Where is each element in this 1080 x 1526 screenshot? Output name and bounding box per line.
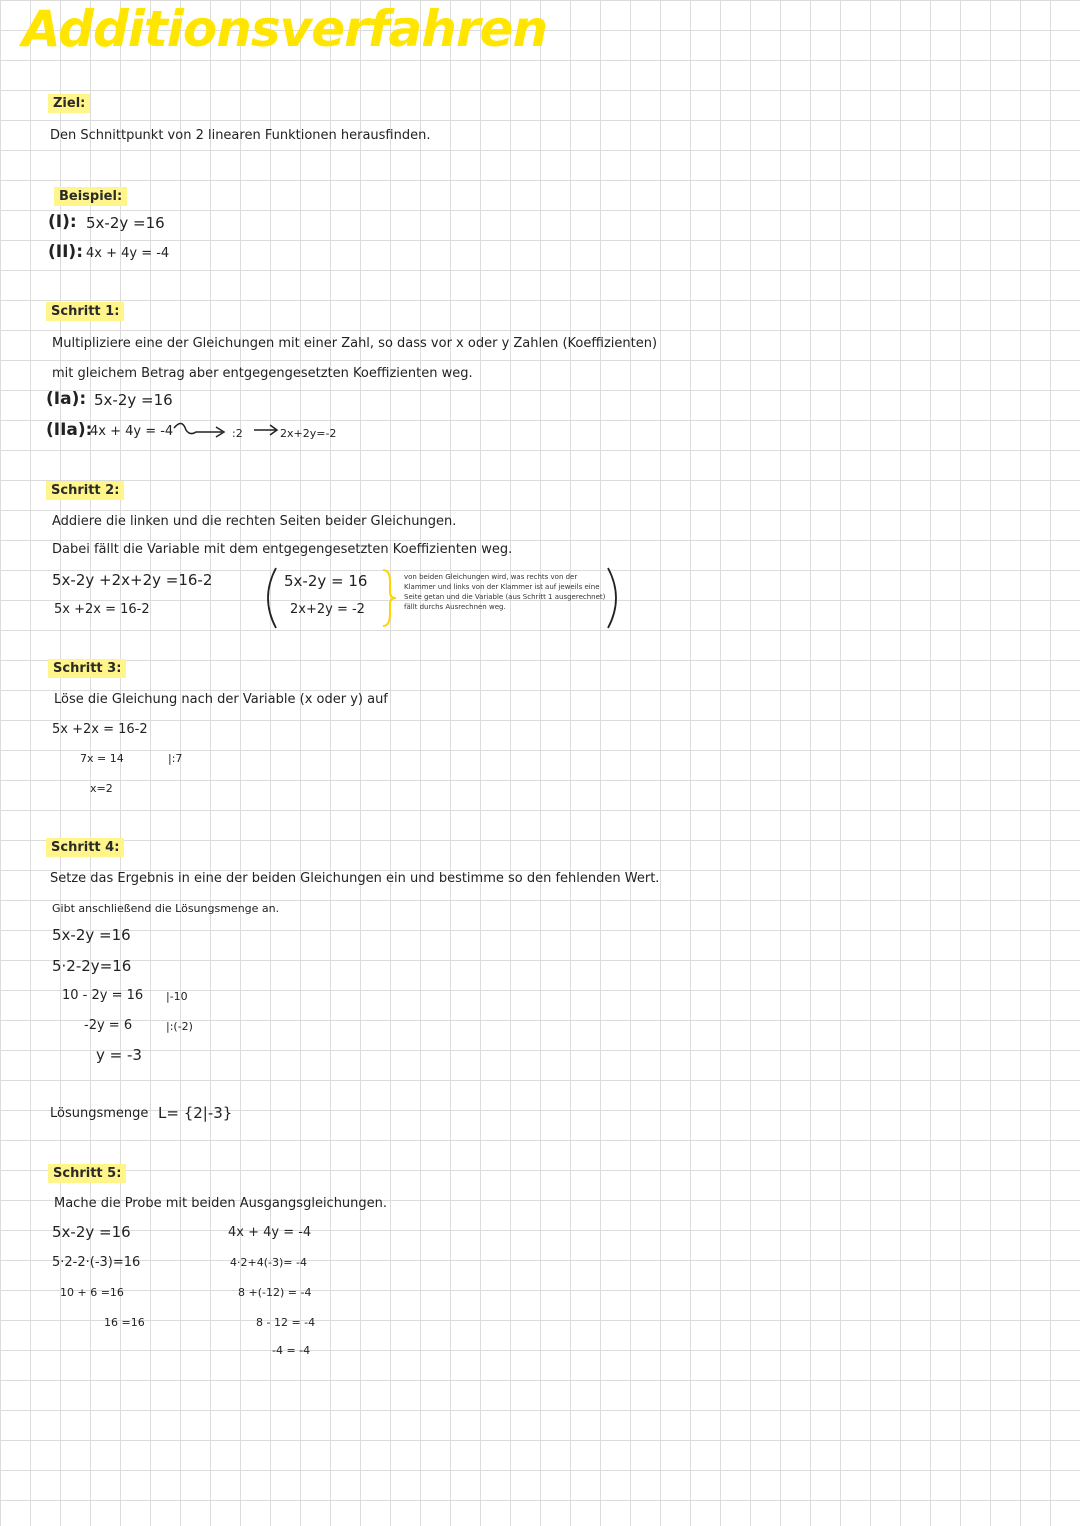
schritt2-calc1: 5x-2y +2x+2y =16-2 bbox=[52, 571, 213, 589]
schritt4-calc1: 5x-2y =16 bbox=[52, 926, 131, 944]
loesungsmenge-value: L= {2|-3} bbox=[158, 1104, 233, 1122]
schritt3-calc2-op: |:7 bbox=[168, 752, 183, 765]
schritt2-bracket-eq1: 5x-2y = 16 bbox=[284, 572, 368, 590]
left-bracket-icon bbox=[258, 566, 280, 630]
schritt2-bracket-eq2: 2x+2y = -2 bbox=[290, 602, 365, 617]
loesungsmenge-label: Lösungsmenge bbox=[50, 1106, 149, 1121]
probe-left-line: 5·2-2·(-3)=16 bbox=[52, 1255, 141, 1270]
probe-right-line: 8 +(-12) = -4 bbox=[238, 1286, 312, 1299]
schritt5-line1: Mache die Probe mit beiden Ausgangsgleichungen. bbox=[54, 1196, 388, 1211]
schritt2-label: Schritt 2: bbox=[46, 481, 124, 500]
schritt1-eq2: 4x + 4y = -4 bbox=[90, 424, 174, 439]
beispiel-eq1: 5x-2y =16 bbox=[86, 214, 165, 232]
beispiel-label: Beispiel: bbox=[54, 187, 127, 206]
schritt1-eq1: 5x-2y =16 bbox=[94, 391, 173, 409]
ziel-label: Ziel: bbox=[48, 94, 90, 113]
probe-left-line: 5x-2y =16 bbox=[52, 1223, 131, 1241]
schritt3-label: Schritt 3: bbox=[48, 659, 126, 678]
schritt1-label: Schritt 1: bbox=[46, 302, 124, 321]
schritt2-line2: Dabei fällt die Variable mit dem entgegengesetzten Koeffizienten weg. bbox=[52, 542, 513, 557]
schritt1-line1: Multipliziere eine der Gleichungen mit einer Zahl, so dass vor x oder y Zahlen (Koeffizienten) bbox=[52, 336, 658, 351]
schritt3-calc1: 5x +2x = 16-2 bbox=[52, 722, 148, 737]
schritt1-result: 2x+2y=-2 bbox=[280, 427, 337, 440]
schritt4-line1: Setze das Ergebnis in eine der beiden Gleichungen ein und bestimme so den fehlenden Wert. bbox=[50, 871, 660, 886]
schritt1-eq1-tag: (Ia): bbox=[46, 389, 87, 409]
schritt4-calc2: 5·2-2y=16 bbox=[52, 957, 132, 975]
probe-right-line: 4·2+4(-3)= -4 bbox=[230, 1256, 307, 1269]
schritt2-note: von beiden Gleichungen wird, was rechts von der Klammer und links von der Klammer ist auf jeweils eine Seite getan und die Variable (aus Schritt 1 ausgerechnet) fällt durchs Ausrechnen weg. bbox=[404, 573, 606, 611]
curved-arrow-icon bbox=[172, 420, 232, 440]
schritt4-label: Schritt 4: bbox=[46, 838, 124, 857]
schritt1-eq2-tag: (IIa): bbox=[46, 420, 93, 440]
arrow-right-icon bbox=[252, 422, 280, 438]
probe-right-line: 8 - 12 = -4 bbox=[256, 1316, 316, 1329]
probe-right-line: 4x + 4y = -4 bbox=[228, 1225, 312, 1240]
right-bracket-icon bbox=[604, 566, 626, 630]
schritt2-line1: Addiere die linken und die rechten Seiten beider Gleichungen. bbox=[52, 514, 457, 529]
schritt4-calc4: -2y = 6 bbox=[84, 1018, 133, 1033]
probe-left-line: 16 =16 bbox=[104, 1316, 145, 1329]
probe-right-line: -4 = -4 bbox=[272, 1344, 311, 1357]
schritt5-label: Schritt 5: bbox=[48, 1164, 126, 1183]
curly-brace-icon bbox=[380, 568, 398, 628]
schritt3-calc2: 7x = 14 bbox=[80, 752, 124, 765]
schritt4-calc4-op: |:(-2) bbox=[166, 1020, 193, 1033]
ziel-text: Den Schnittpunkt von 2 linearen Funktionen herausfinden. bbox=[50, 128, 431, 143]
page-title: Additionsverfahren bbox=[22, 0, 548, 58]
schritt2-calc2: 5x +2x = 16-2 bbox=[54, 602, 150, 617]
probe-left-line: 10 + 6 =16 bbox=[60, 1286, 124, 1299]
schritt4-calc3-op: |-10 bbox=[166, 990, 188, 1003]
schritt1-op: :2 bbox=[232, 427, 243, 440]
schritt4-calc5: y = -3 bbox=[96, 1046, 142, 1064]
beispiel-eq2: 4x + 4y = -4 bbox=[86, 246, 170, 261]
schritt4-line2: Gibt anschließend die Lösungsmenge an. bbox=[52, 902, 280, 915]
schritt1-line2: mit gleichem Betrag aber entgegengesetzten Koeffizienten weg. bbox=[52, 366, 473, 381]
beispiel-eq2-tag: (II): bbox=[48, 242, 83, 262]
schritt3-line1: Löse die Gleichung nach der Variable (x oder y) auf bbox=[54, 692, 388, 707]
beispiel-eq1-tag: (I): bbox=[48, 212, 77, 232]
schritt4-calc3: 10 - 2y = 16 bbox=[62, 988, 144, 1003]
schritt3-calc3: x=2 bbox=[90, 782, 113, 795]
